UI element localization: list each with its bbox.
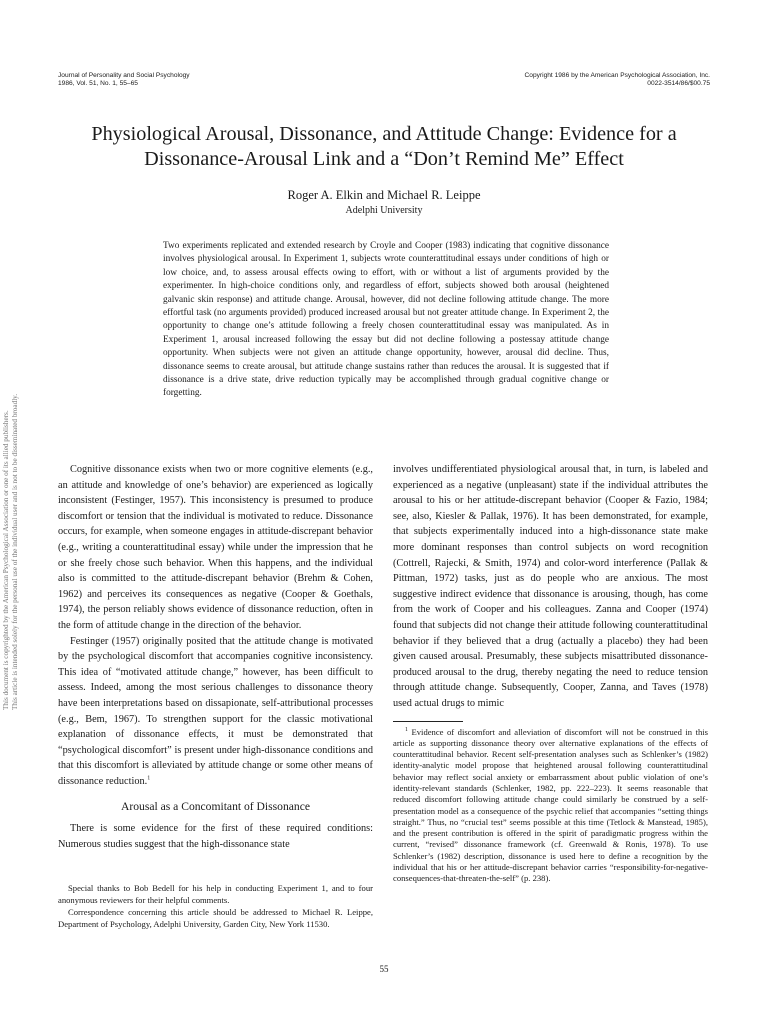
page-number: 55 [379,964,389,974]
body-paragraph: involves undifferentiated physiological arousal that, in turn, is labeled and experienced as a negative (unpleasant) state if the individual attributes the arousal to his or her attitude-discrepant behavior (Cooper & Fazio, 1984; see, also, Kiesler & Pallak, 1976). It has been demonstrated, for example, that subjects experimentally induced into a high-dissonance state make more dominant responses than control subjects on word recognition (Cottrell, Rajecki, & Smith, 1974) and color-word interference (Pallak & Pittman, 1972) tasks, just as do people who are anxious. The most suggestive indirect evidence that dissonance is arousing, though, has come from the work of Cooper and his colleagues. Zanna and Cooper (1974) found that subjects did not change their attitude following counterattitudinal behavior if they believed that a drug (actually a placebo) they had been given caused arousal. Presumably, these subjects misattributed dissonance-produced arousal to the drug, thereby negating the need to reduce tension through attitude change. Subsequently, Cooper, Zanna, and Taves (1978) used actual drugs to mimic [393,464,708,709]
acknowledgments [58,882,373,930]
section-heading: Arousal as a Concomitant of Dissonance [121,800,310,814]
abstract: Two experiments replicated and extended research by Croyle and Cooper (1983) indicating that cognitive dissonance involves physiological arousal. In Experiment 1, subjects wrote counterattitudinal essays under conditions of high or low choice, and, to assess arousal effects owing to effort, with or without a list of arguments provided by the experimenter. In high-choice conditions only, and regardless of effort, subjects showed both arousal (heightened galvanic skin response) and attitude change. Arousal, however, did not decline following attitude change. The more effortful task (no arguments provided) produced increased arousal but not greater attitude change. In Experiment 2, the opportunity to change one’s attitude following a freely chosen counterattitudinal essay was manipulated. As in Experiment 1, arousal increased following the essay but did not decline following a postessay attitude change opportunity. When subjects were not given an attitude change opportunity, however, arousal did decline. Thus, dissonance seems to create arousal, but attitude change sustains rather than reduces the arousal. It is suggested that if dissonance is a drive state, drive reduction typically may be accomplished through gradual cognitive change or forgetting. [163,241,609,399]
body-paragraph: Cognitive dissonance exists when two or more cognitive elements (e.g., an attitude and knowledge of one’s behavior) are experienced as logically inconsistent (Festinger, 1957). This inconsistency is presumed to produce discomfort or tension that the individual is motivated to reduce. Dissonance occurs, for example, when someone engages in attitude-discrepant behavior (e.g., writing a counterattitudinal essay) while under the impression that he or she freely chose such behavior. When this happens, and the individual also is committed to the attitude-discrepant behavior (Brehm & Cohen, 1962) and perceives its consequences as negative (Cooper & Goethals, 1974), the person reliably shows evidence of dissonance reduction, often in the form of attitude change in the direction of the behavior. [58,464,373,631]
footnote-divider [393,721,463,722]
footnote-marker: 1 [405,726,408,733]
title-line-2: Dissonance-Arousal Link and a “Don’t Remind Me” Effect [144,148,624,170]
journal-volume: 1986, Vol. 51, No. 1, 55–65 [58,80,138,87]
left-column [58,462,373,852]
copyright-notice [525,72,710,88]
side-notice-line-1: This document is copyrighted by the American Psychological Association or one of its allied publishers. [2,410,10,710]
body-paragraph: There is some evidence for the first of these required conditions: Numerous studies suggest that the high-dissonance state [58,823,373,850]
footnote [393,727,708,885]
affiliation: Adelphi University [345,205,423,216]
journal-name: Journal of Personality and Social Psychology [58,72,190,79]
correspondence-paragraph: Correspondence concerning this article should be addressed to Michael R. Leippe, Department of Psychology, Adelphi University, Garden City, New York 11530. [58,907,373,929]
right-column [393,462,708,885]
side-copyright-notice [2,240,19,720]
issn-code: 0022-3514/86/$00.75 [647,80,710,87]
acknowledgment-paragraph: Special thanks to Bob Bedell for his help in conducting Experiment 1, and to four anonymous reviewers for their helpful comments. [58,883,373,905]
authors: Roger A. Elkin and Michael R. Leippe [287,188,481,202]
copyright-holder: Copyright 1986 by the American Psychological Association, Inc. [524,72,710,79]
paragraph-text: Festinger (1957) originally posited that the attitude change is motivated by the psychological discomfort that accompanies cognitive inconsistency. This idea of “motivated attitude change,” however, has been difficult to assess. Indeed, among the most serious challenges to dissonance theory have been interpretations based on dissapionate, self-attributional processes (e.g., Bem, 1967). To strengthen support for the classic motivational explanation of dissonance effects, it must be demonstrated that “psychological discomfort” is present under high-dissonance conditions and that this discomfort is alleviated by attitude change or some other means of dissonance reduction. [58,635,373,787]
journal-citation [58,72,190,88]
footnote-reference[interactable]: 1 [147,775,151,782]
article-title [40,122,728,172]
title-line-1: Physiological Arousal, Dissonance, and Attitude Change: Evidence for a [91,123,677,145]
footnote-text: Evidence of discomfort and alleviation of discomfort will not be construed in this article as supporting dissonance theory over alternative explanations of the effects of counterattitudinal behavior. Recent self-presentation analyses such as Schlenker’s (1982) identity-analytic model propose that heightened arousal following counterattitudinal behavior may reflect social anxiety or embarrassment about public violation of one’s identity-relevant standards (Schlenker, 1982, pp. 222–223). It seems reasonable that reduced discomfort following attitude change could similarly be construed by a self-presentation model as a consequence of the psychic relief that accompanies “setting things straight.” Thus, no “crucial test” seems possible at this time (Tetlock & Manstead, 1985), and the present contribution is offered in the spirit of paradigmatic progress within the current, “revised” dissonance framework (cf. Greenwald & Ronis, 1978). To use Schlenker’s (1982) description, dissonance is used here to define a recognition by the individual that his or her attitude-discrepant behavior carries “responsibility-for-negative-consequences-that-threaten-the-self” (p. 238). [393,726,709,884]
side-notice-line-2: This article is intended solely for the personal use of the individual user and is not to be disseminated broadly. [11,393,19,710]
body-paragraph [58,634,373,790]
